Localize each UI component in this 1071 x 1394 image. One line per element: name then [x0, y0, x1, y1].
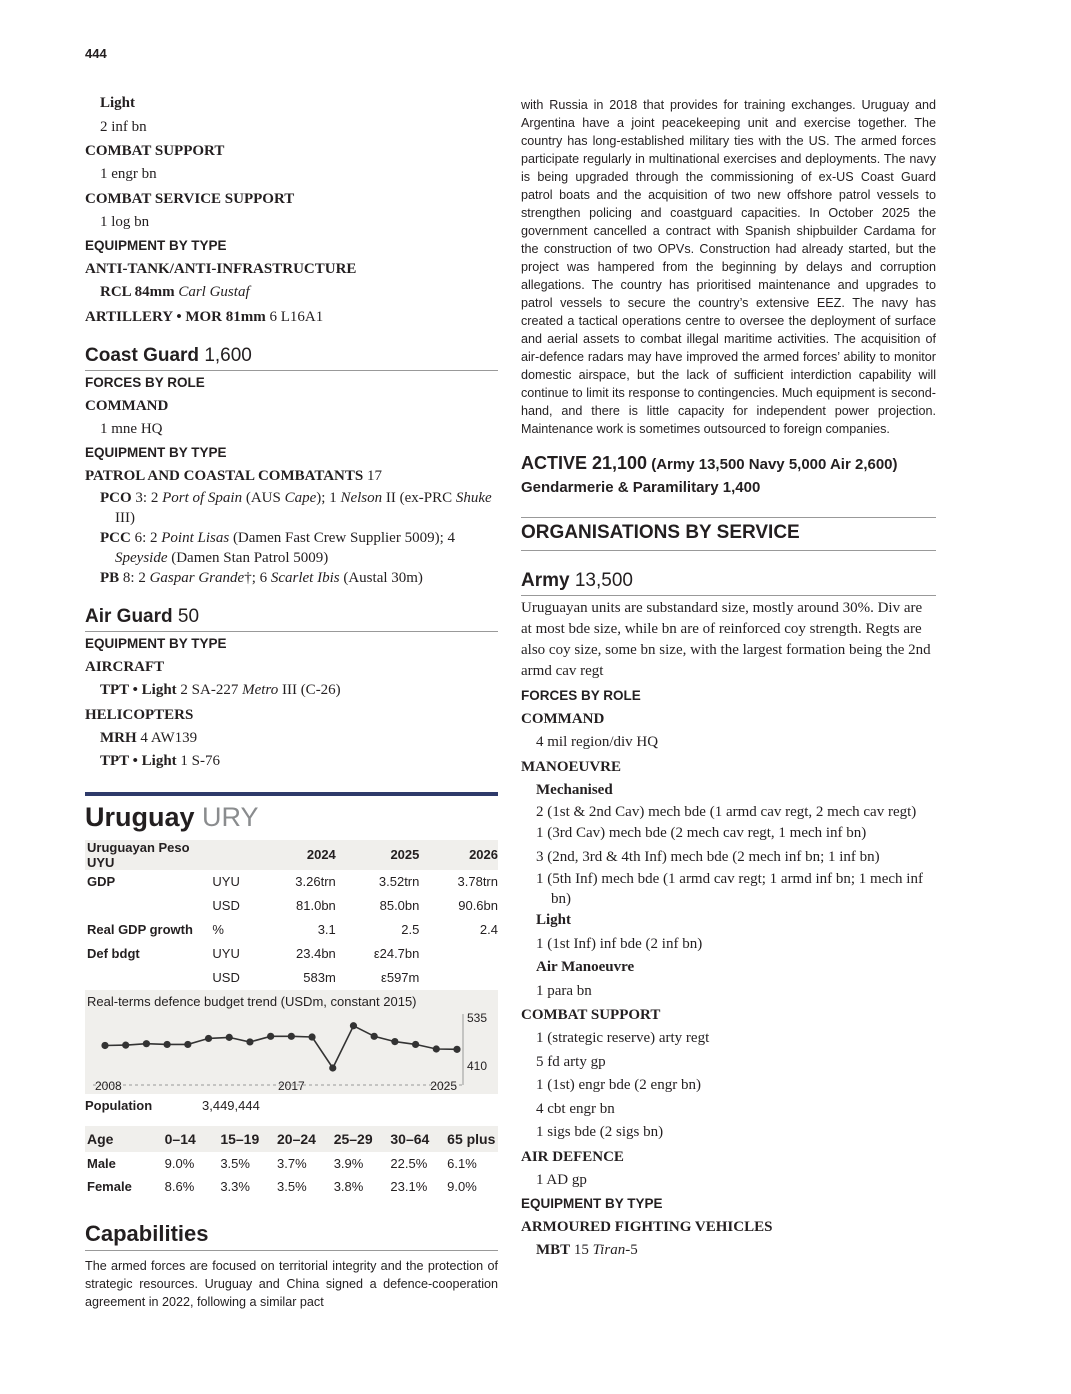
- age-header-cell: Age: [87, 1130, 114, 1147]
- pb-entry: [85, 568, 498, 588]
- trend-point: [371, 1032, 378, 1039]
- capabilities-heading: Capabilities: [85, 1219, 498, 1251]
- chart-title: Real-terms defence budget trend (USDm, constant 2015): [87, 993, 417, 1009]
- paramilitary: Gendarmerie & Paramilitary 1,400: [521, 479, 761, 496]
- econ-cell: 2.4: [479, 922, 498, 937]
- trend-point: [412, 1040, 419, 1047]
- active-main: ACTIVE 21,100: [521, 453, 648, 473]
- army-line-8: 1 (5th Inf) mech bde (1 armd cav regt; 1 armd inf bn; 1 mech inf bn): [536, 871, 923, 907]
- pb-t3: (Austal 30m): [339, 570, 423, 586]
- age-header-cell: 65 plus: [447, 1130, 496, 1147]
- age-cell: 9.0%: [447, 1179, 477, 1195]
- econ-header-cell: Uruguayan Peso UYU: [87, 839, 190, 870]
- army-line-16: 1 (1st) engr bde (2 engr bn): [536, 1077, 701, 1093]
- econ-row: [85, 942, 498, 966]
- trend-point: [164, 1040, 171, 1047]
- x-tick-label: 2008: [95, 1078, 122, 1093]
- air-guard-heli-tpt-rest: 1 S-76: [180, 753, 221, 769]
- army-line-12: 1 para bn: [536, 982, 592, 999]
- age-table: [85, 1126, 498, 1199]
- army-lines: [521, 684, 936, 1239]
- army-intro: Uruguayan units are substandard size, mostly around 30%. Div are at most bde size, while bn are of reinforced coy strength. Regts are also coy size, some bn size, with the largest formation being the 2nd armd cav regt: [521, 600, 931, 679]
- y-tick-label: 410: [467, 1058, 488, 1073]
- artillery-entry: [85, 305, 498, 329]
- coast-guard-command-item: 1 mne HQ: [100, 420, 163, 437]
- page-number: 444: [85, 46, 107, 61]
- artillery-label: ARTILLERY • MOR 81mm: [85, 308, 266, 325]
- age-cell: 6.1%: [447, 1155, 477, 1171]
- rcl-entry: [85, 281, 498, 305]
- coast-guard-equipment-by-type: EQUIPMENT BY TYPE: [85, 445, 227, 460]
- age-header-cell: 15–19: [220, 1130, 260, 1147]
- econ-cell: [85, 894, 212, 918]
- air-guard-aircraft: AIRCRAFT: [85, 659, 165, 675]
- army-line-2: 4 mil region/div HQ: [536, 734, 659, 750]
- army-line-6: 1 (3rd Cav) mech bde (2 mech cav regt, 1 mech inf bn): [536, 825, 867, 841]
- age-cell: 3.5%: [220, 1155, 250, 1171]
- army-line-10: 1 (1st Inf) inf bde (2 inf bn): [536, 935, 703, 952]
- active-detail: (Army 13,500 Navy 5,000 Air 2,600): [651, 456, 898, 473]
- pb-i1: Gaspar Grande: [149, 570, 245, 586]
- army-line-13: COMBAT SUPPORT: [521, 1007, 661, 1023]
- econ-row: [85, 918, 498, 942]
- trend-line: [105, 1025, 457, 1067]
- pcc-entry: [85, 528, 498, 568]
- trend-point: [246, 1038, 253, 1045]
- econ-cell: 583m: [303, 970, 336, 985]
- capabilities-continued: with Russia in 2018 that provides for training exchanges. Uruguay and Argentina have a joint peacekeeping unit and exercise together. The country has long-established military ties with the US. The armed forces participate regularly in multinational exercises and deployments. The navy is being upgraded through the commissioning of ex-US Coast Guard patrol boats and the acquisition of two new offshore patrol vessels to strengthen policing and coastguard capacities. In October 2025 the government cancelled a contract with Spanish shipbuilder Cardama for the construction of two OPVs. Construction had already started, but the project was hampered from the beginning by delays and corruption allegations. The country has prioritised maintenance and upgrades to patrol vessels to secure the country’s extensive EEZ. The navy has created a tactical operations centre to oversee the deployment of surface and aerial assets to combat illegal maritime activities. The acquisition of air-defence radars may have improved the armed forces’ ability to monitor domestic airspace, but the lack of sufficient interdiction capability will continue to limit its response to contingencies. Much equipment is second-hand, and there is little capacity for independent power projection. Maintenance work is sometimes outsourced to foreign companies.: [521, 98, 936, 436]
- pb-label: PB: [100, 570, 120, 586]
- trend-point: [267, 1032, 274, 1039]
- army-strength: 13,500: [574, 570, 633, 591]
- econ-cell: [419, 966, 498, 990]
- age-header-row: [85, 1126, 498, 1152]
- econ-cell: GDP: [87, 874, 116, 889]
- econ-cell: ε597m: [381, 970, 420, 985]
- economic-table: [85, 840, 498, 990]
- econ-cell: 3.78trn: [457, 874, 498, 889]
- air-guard-heading: [85, 604, 498, 632]
- air-guard-equipment-by-type: EQUIPMENT BY TYPE: [85, 636, 227, 651]
- econ-cell: Def bdgt: [87, 946, 140, 961]
- mbt-t1: 15: [573, 1242, 593, 1258]
- army-line-5: 2 (1st & 2nd Cav) mech bde (1 armd cav regt, 2 mech cav regt): [536, 804, 917, 820]
- air-guard-title: Air Guard: [85, 606, 173, 627]
- air-guard-tpt: [85, 679, 498, 703]
- pco-t1: 3: 2: [135, 490, 163, 506]
- x-tick-label: 2025: [430, 1078, 457, 1093]
- pcc-i1: Point Lisas: [161, 530, 230, 546]
- econ-cell: Real GDP growth: [87, 922, 193, 937]
- pcc-t2: (Damen Fast Crew Supplier 5009); 4: [229, 530, 455, 546]
- age-header-cell: 0–14: [164, 1130, 196, 1147]
- army-line-21: EQUIPMENT BY TYPE: [521, 1196, 663, 1211]
- air-guard-helicopters: HELICOPTERS: [85, 706, 194, 723]
- econ-cell: [85, 966, 212, 990]
- population-label: Population: [85, 1097, 153, 1113]
- pcc-t1: 6: 2: [134, 530, 162, 546]
- rcl-name: Carl Gustaf: [178, 284, 250, 300]
- pco-t2: (AUS: [242, 490, 285, 506]
- pb-t1: 8: 2: [122, 570, 150, 586]
- army-title: Army: [521, 570, 570, 591]
- artillery-rest: 6 L16A1: [269, 308, 324, 325]
- army-line-19: AIR DEFENCE: [521, 1148, 624, 1165]
- age-row: [85, 1152, 498, 1176]
- country-name: Uruguay: [85, 801, 195, 832]
- line-6: EQUIPMENT BY TYPE: [85, 238, 227, 253]
- trend-point: [226, 1033, 233, 1040]
- rcl-label: RCL 84mm: [100, 284, 175, 300]
- pco-label: PCO: [100, 490, 132, 506]
- econ-cell: [419, 942, 498, 966]
- pb-t2: †; 6: [244, 570, 271, 586]
- coast-guard-forces-by-role: FORCES BY ROLE: [85, 374, 205, 390]
- population-value: 3,449,444: [202, 1097, 260, 1113]
- econ-row: [85, 966, 498, 990]
- right-column: [521, 96, 936, 1263]
- army-line-17: 4 cbt engr bn: [536, 1100, 615, 1117]
- trend-point: [205, 1034, 212, 1041]
- mbt-t2: -5: [625, 1242, 638, 1258]
- country-rule: [85, 792, 498, 796]
- age-cell: 3.8%: [333, 1179, 364, 1195]
- army-heading: [521, 568, 936, 596]
- econ-cell: 90.6bn: [458, 898, 498, 913]
- army-line-1: COMMAND: [521, 711, 605, 727]
- econ-cell: 85.0bn: [379, 898, 420, 913]
- air-guard-tpt-i1: Metro: [242, 682, 279, 698]
- pcc-label: PCC: [100, 530, 131, 546]
- org-heading: ORGANISATIONS BY SERVICE: [521, 518, 936, 551]
- air-guard-mrh: [85, 727, 498, 751]
- army-line-20: 1 AD gp: [536, 1171, 587, 1188]
- econ-cell: ε24.7bn: [373, 946, 420, 961]
- age-cell: 9.0%: [164, 1155, 195, 1171]
- econ-cell: 2.5: [401, 922, 420, 937]
- age-cell: Male: [87, 1155, 116, 1171]
- econ-header-row: [85, 840, 498, 870]
- age-cell: 3.3%: [220, 1179, 250, 1195]
- pcc-t3: (Damen Stan Patrol 5009): [167, 550, 329, 566]
- pco-t5: III): [115, 510, 135, 526]
- patrol-count: 17: [366, 468, 382, 484]
- econ-cell: 3.26trn: [295, 874, 336, 889]
- army-line-0: FORCES BY ROLE: [521, 688, 641, 703]
- line-2: COMBAT SUPPORT: [85, 143, 225, 159]
- econ-cell: 23.4bn: [296, 946, 336, 961]
- econ-header-cell: 2026: [469, 847, 498, 862]
- line-4: COMBAT SERVICE SUPPORT: [85, 190, 295, 207]
- trend-point: [122, 1041, 129, 1048]
- coast-guard-title: Coast Guard: [85, 344, 200, 366]
- econ-cell: 3.1: [317, 922, 336, 937]
- econ-cell: USD: [212, 898, 240, 913]
- air-guard-tpt-label: TPT • Light: [100, 682, 177, 698]
- pco-t3: ); 1: [316, 490, 341, 506]
- mbt-entry: [521, 1239, 936, 1263]
- age-cell: 8.6%: [164, 1179, 195, 1195]
- trend-point: [101, 1041, 108, 1048]
- line-0: Light: [100, 95, 136, 111]
- econ-header-cell: 2025: [390, 847, 420, 862]
- y-tick-label: 535: [467, 1010, 488, 1025]
- age-cell: Female: [87, 1179, 132, 1195]
- army-line-11: Air Manoeuvre: [536, 959, 635, 975]
- line-7: ANTI-TANK/ANTI-INFRASTRUCTURE: [85, 261, 357, 277]
- econ-cell: 81.0bn: [296, 898, 336, 913]
- line-3: 1 engr bn: [100, 166, 157, 182]
- budget-trend-chart: [85, 990, 498, 1094]
- country-code: URY: [202, 801, 259, 832]
- econ-header-cell: 2024: [306, 847, 336, 862]
- army-line-22: ARMOURED FIGHTING VEHICLES: [521, 1219, 773, 1235]
- pb-i2: Scarlet Ibis: [270, 570, 340, 586]
- trend-point: [143, 1040, 150, 1047]
- age-cell: 3.5%: [277, 1179, 307, 1195]
- army-line-4: Mechanised: [536, 781, 613, 798]
- pco-i4: Shuke: [455, 490, 492, 506]
- trend-point: [433, 1045, 440, 1052]
- left-top-lines: [85, 92, 498, 329]
- mbt-i1: Tiran: [592, 1242, 626, 1258]
- age-cell: 23.1%: [390, 1179, 428, 1195]
- left-column: [85, 92, 498, 1311]
- trend-point: [453, 1045, 460, 1052]
- econ-header-cell: [212, 840, 252, 870]
- econ-row: [85, 894, 498, 918]
- air-guard-tpt-t2: III (C-26): [278, 682, 341, 698]
- coast-guard-strength: 1,600: [204, 344, 252, 366]
- air-guard-strength: 50: [177, 606, 200, 627]
- army-line-14: 1 (strategic reserve) arty regt: [536, 1030, 710, 1046]
- pco-i1: Port of Spain: [162, 490, 243, 506]
- active-summary: [521, 452, 936, 499]
- line-5: 1 log bn: [100, 213, 150, 230]
- army-line-3: MANOEUVRE: [521, 758, 621, 775]
- trend-svg: [85, 990, 498, 1094]
- pco-t4: II (ex-PRC: [382, 490, 456, 506]
- age-header-cell: 25–29: [333, 1130, 373, 1147]
- air-guard-heli-tpt: [85, 750, 498, 774]
- econ-cell: %: [212, 922, 224, 937]
- army-line-9: Light: [536, 912, 572, 928]
- mbt-label: MBT: [536, 1242, 571, 1258]
- age-row: [85, 1175, 498, 1199]
- air-guard-mrh-label: MRH: [100, 729, 137, 746]
- population-row: [85, 1094, 498, 1118]
- age-cell: 3.9%: [333, 1155, 364, 1171]
- air-guard-tpt-t1: 2 SA-227: [180, 682, 243, 698]
- army-line-7: 3 (2nd, 3rd & 4th Inf) mech bde (2 mech inf bn; 1 inf bn): [536, 848, 880, 865]
- trend-point: [288, 1032, 295, 1039]
- econ-cell: UYU: [212, 946, 240, 961]
- age-header-cell: 30–64: [390, 1130, 430, 1147]
- coast-guard-heading: [85, 343, 498, 371]
- pco-i2: Cape: [284, 490, 317, 506]
- country-heading: [85, 800, 498, 834]
- pco-entry: [85, 488, 498, 528]
- age-cell: 22.5%: [390, 1155, 428, 1171]
- capabilities-text: The armed forces are focused on territorial integrity and the protection of strategic resources. Uruguay and China signed a defence-cooperation agreement in 2022, following a similar pact: [85, 1258, 498, 1309]
- trend-point: [350, 1022, 357, 1029]
- coast-guard-patrol-heading: [85, 464, 498, 488]
- pco-i3: Nelson: [340, 490, 383, 506]
- trend-point: [184, 1040, 191, 1047]
- coast-guard-command: COMMAND: [85, 397, 169, 414]
- line-1: 2 inf bn: [100, 118, 147, 135]
- army-line-15: 5 fd arty gp: [536, 1053, 606, 1070]
- x-tick-label: 2017: [278, 1078, 305, 1093]
- army-line-18: 1 sigs bde (2 sigs bn): [536, 1124, 664, 1140]
- econ-cell: 3.52trn: [378, 874, 420, 889]
- pcc-i2: Speyside: [115, 550, 168, 566]
- trend-point: [329, 1064, 336, 1071]
- age-cell: 3.7%: [277, 1155, 307, 1171]
- econ-row: [85, 870, 498, 894]
- air-guard-mrh-rest: 4 AW139: [140, 729, 198, 746]
- trend-point: [308, 1033, 315, 1040]
- patrol-head: PATROL AND COASTAL COMBATANTS: [85, 468, 364, 484]
- air-guard-heli-tpt-label: TPT • Light: [100, 753, 177, 769]
- age-header-cell: 20–24: [277, 1130, 316, 1147]
- trend-point: [391, 1038, 398, 1045]
- econ-cell: UYU: [212, 874, 240, 889]
- econ-cell: USD: [212, 970, 240, 985]
